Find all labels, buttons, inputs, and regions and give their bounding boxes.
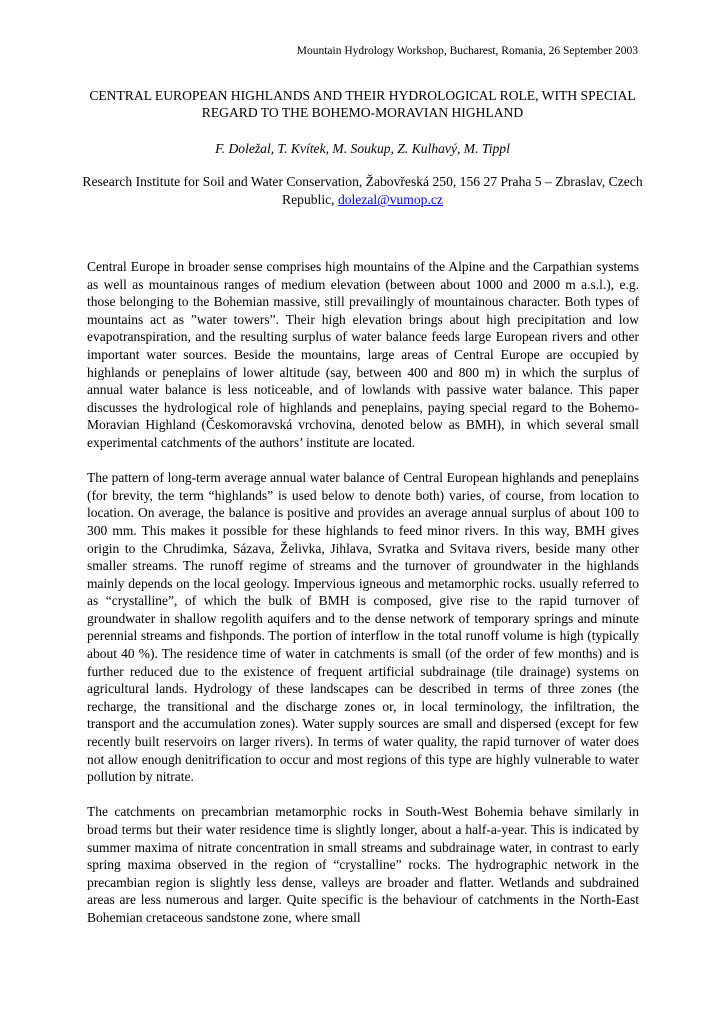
paragraph-2: The pattern of long-term average annual water balance of Central European highlands and peneplains (for brevity, the term “highlands” is used below to denote both) varies, of course, from location to location. On average, the balance is positive and provides an average annual surplus of about 100 to 300 mm. This makes it possible for these highlands to feed minor rivers. In this way, BMH gives origin to the Chrudimka, Sázava, Želivka, Jihlava, Svratka and Svitava rivers, beside many other smaller streams. The runoff regime of streams and the turnover of groundwater in the highlands mainly depends on the local geology. Impervious igneous and metamorphic rocks. usually referred to as “crystalline”, of which the bulk of BMH is composed, give rise to the rapid turnover of groundwater in shallow regolith aquifers and to the dense network of temporary springs and minute perennial streams and fishponds. The portion of interflow in the total runoff volume is high (typically about 40 %). The residence time of water in catchments is small (of the order of few months) and is further reduced due to the existence of frequent artificial subdrainage (tile drainage) systems on agricultural lands. Hydrology of these landscapes can be described in terms of three zones (the recharge, the transitional and the discharge zones or, in local terminology, the infiltration, the transport and the accumulation zones). Water supply sources are small and dispersed (except for few recently built reservoirs on larger rivers). In terms of water quality, the rapid turnover of water does not allow enough denitrification to occur and most regions of this type are highly vulnerable to water pollution by nitrate. (87, 470, 639, 785)
paragraph-3: The catchments on precambrian metamorphic rocks in South-West Bohemia behave similarly in broad terms but their water residence time is slightly longer, about a half-a-year. This is indicated by summer maxima of nitrate concentration in small streams and subdrainage water, in contrast to early spring maxima observed in the region of “crystalline” rocks. The hydrographic network in the precambian region is slightly less dense, valleys are broader and flatter. Wetlands and subdrained areas are less numerous and larger. Quite specific is the behaviour of catchments in the North-East Bohemian cretaceous sandstone zone, where small (87, 804, 639, 925)
affiliation (80, 173, 645, 209)
author-list: F. Doležal, T. Kvítek, M. Soukup, Z. Kulhavý, M. Tippl (215, 141, 510, 156)
email-link[interactable]: dolezal@vumop.cz (337, 192, 443, 207)
paragraph-1: Central Europe in broader sense comprises high mountains of the Alpine and the Carpathian systems as well as mountainous ranges of medium elevation (between about 1000 and 2000 m a.s.l.), e.g. those belonging to the Bohemian massive, still prevailingly of mountainous character. Both types of mountains act as ”water towers”. Their high elevation brings about high precipitation and low evapotranspiration, and the resulting surplus of water balance feeds large European rivers and other important water sources. Beside the mountains, large areas of Central Europe are occupied by highlands or peneplains of lower altitude (say, between 400 and 800 m) in which the surplus of annual water balance is less noticeable, and of lowlands with passive water balance. This paper discusses the hydrological role of highlands and peneplains, paying special regard to the Bohemo-Moravian Highland (Českomoravská vrchovina, denoted below as BMH), in which several small experimental catchments of the authors’ institute are located. (87, 259, 639, 450)
paper-title: CENTRAL EUROPEAN HIGHLANDS AND THEIR HYDROLOGICAL ROLE, WITH SPECIAL REGARD TO THE BOHEMO-MORAVIAN HIGHLAND (89, 88, 636, 120)
body-text (87, 258, 639, 944)
running-header: Mountain Hydrology Workshop, Bucharest, Romania, 26 September 2003 (296, 45, 638, 57)
affiliation-text: Research Institute for Soil and Water Conservation, Žabovřeská 250, 156 27 Praha 5 – Zbraslav, Czech Republic, (82, 174, 643, 207)
